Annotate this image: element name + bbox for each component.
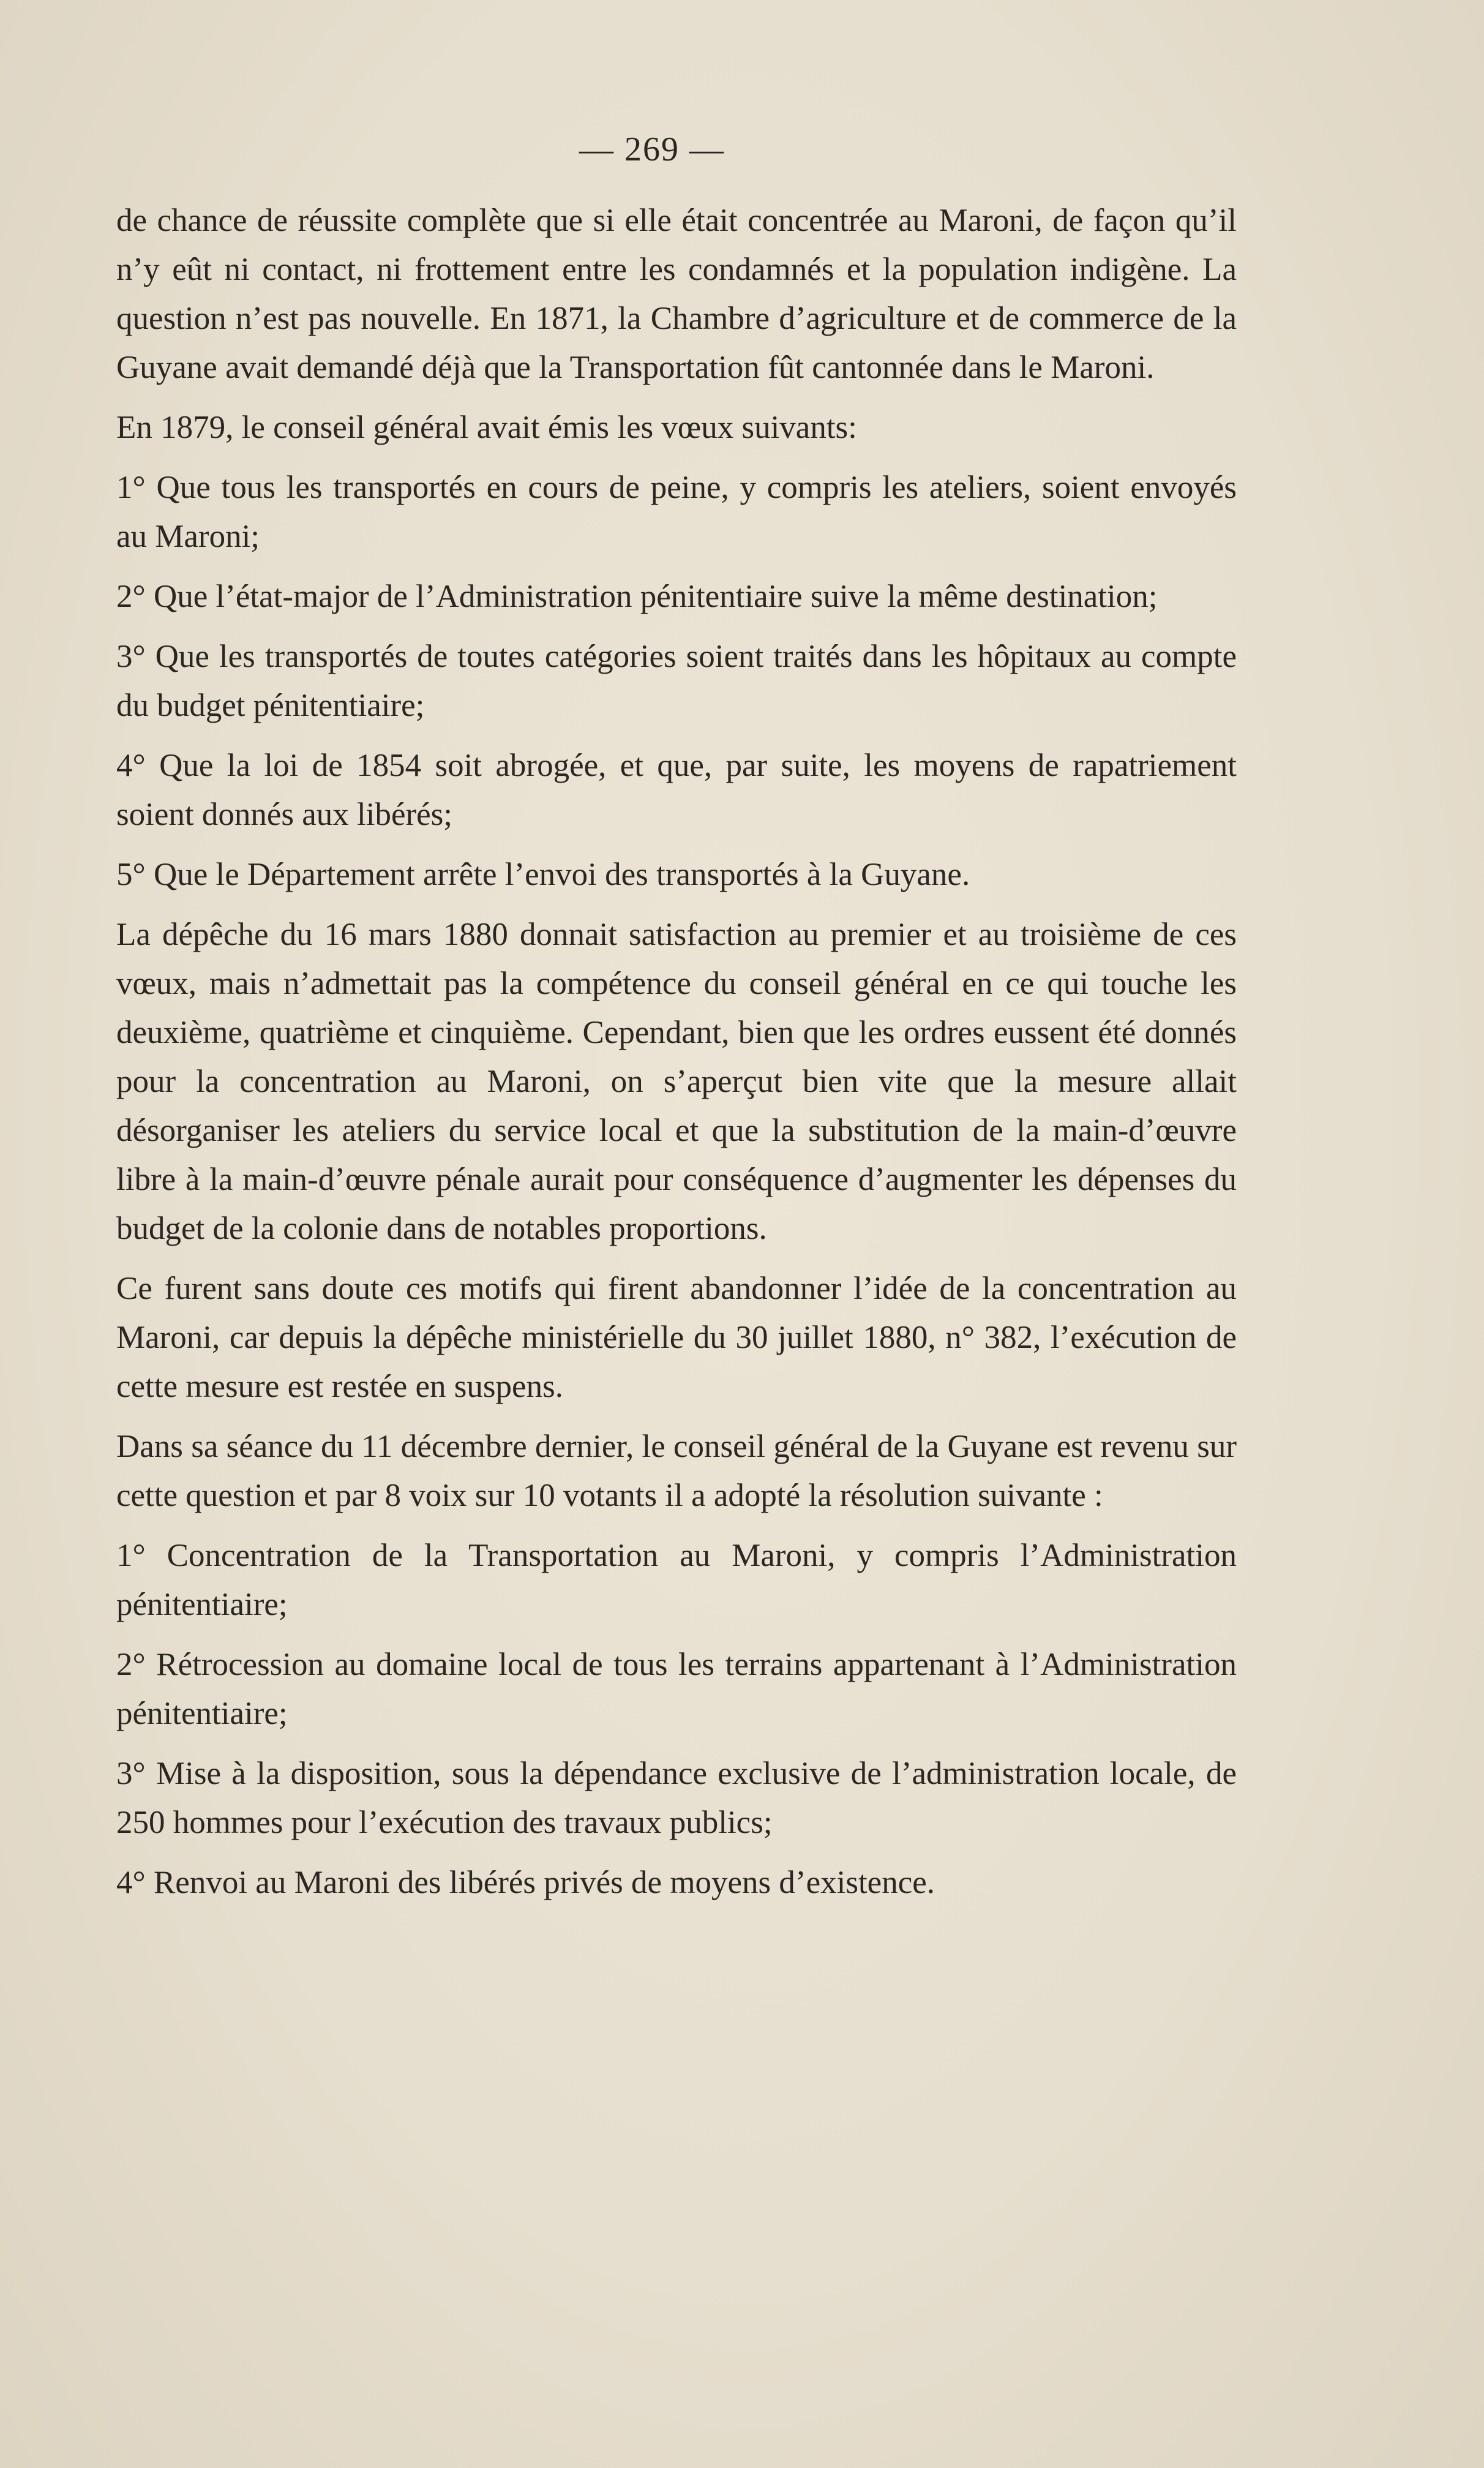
paragraph: En 1879, le conseil général avait émis les vœux suivants: [116, 410, 857, 445]
list-item: 5° Que le Département arrête l’envoi des transportés à la Guyane. [116, 857, 970, 892]
paragraph: Dans sa séance du 11 décembre dernier, le conseil général de la Guyane est revenu sur cette question et par 8 voix sur 10 votants il a adopté la résolution suivante : [116, 1429, 1237, 1513]
paragraph: Ce furent sans doute ces motifs qui firent abandonner l’idée de la concentration au Maroni, car depuis la dépêche ministérielle du 30 juillet 1880, n° 382, l’exécution de cette mesure est restée en suspens. [116, 1271, 1237, 1404]
list-item: 4° Renvoi au Maroni des libérés privés de moyens d’existence. [116, 1865, 935, 1900]
list-item: 2° Que l’état-major de l’Administration pénitentiaire suive la même destination; [116, 579, 1158, 614]
list-item: 1° Concentration de la Transportation au Maroni, y compris l’Administration pénitentiaire; [116, 1538, 1237, 1622]
body-text [116, 196, 1237, 1918]
list-item: 4° Que la loi de 1854 soit abrogée, et que, par suite, les moyens de rapatriement soient donnés aux libérés; [116, 748, 1237, 832]
list-item: 2° Rétrocession au domaine local de tous les terrains appartenant à l’Administration pénitentiaire; [116, 1647, 1237, 1731]
list-item: 3° Que les transportés de toutes catégories soient traités dans les hôpitaux au compte du budget pénitentiaire; [116, 639, 1237, 723]
page-number: — 269 — [579, 130, 725, 168]
list-item: 3° Mise à la disposition, sous la dépendance exclusive de l’administration locale, de 250 hommes pour l’exécution des travaux publics; [116, 1756, 1237, 1840]
paragraph: La dépêche du 16 mars 1880 donnait satisfaction au premier et au troisième de ces vœux, mais n’admettait pas la compétence du conseil général en ce qui touche les deuxième, quatrième et cinquième. Cependant, bien que les ordres eussent été donnés pour la concentration au Maroni, on s’aperçut bien vite que la mesure allait désorganiser les ateliers du service local et que la substitution de la main-d’œuvre libre à la main-d’œuvre pénale aurait pour conséquence d’augmenter les dépenses du budget de la colonie dans de notables proportions. [116, 917, 1237, 1246]
list-item: 1° Que tous les transportés en cours de peine, y compris les ateliers, soient envoyés au Maroni; [116, 470, 1237, 554]
paragraph: de chance de réussite complète que si elle était concentrée au Maroni, de façon qu’il n’y eût ni contact, ni frottement entre les condamnés et la population indigène. La question n’est pas nouvelle. En 1871, la Chambre d’agriculture et de commerce de la Guyane avait demandé déjà que la Transportation fût cantonnée dans le Maroni. [116, 203, 1237, 385]
